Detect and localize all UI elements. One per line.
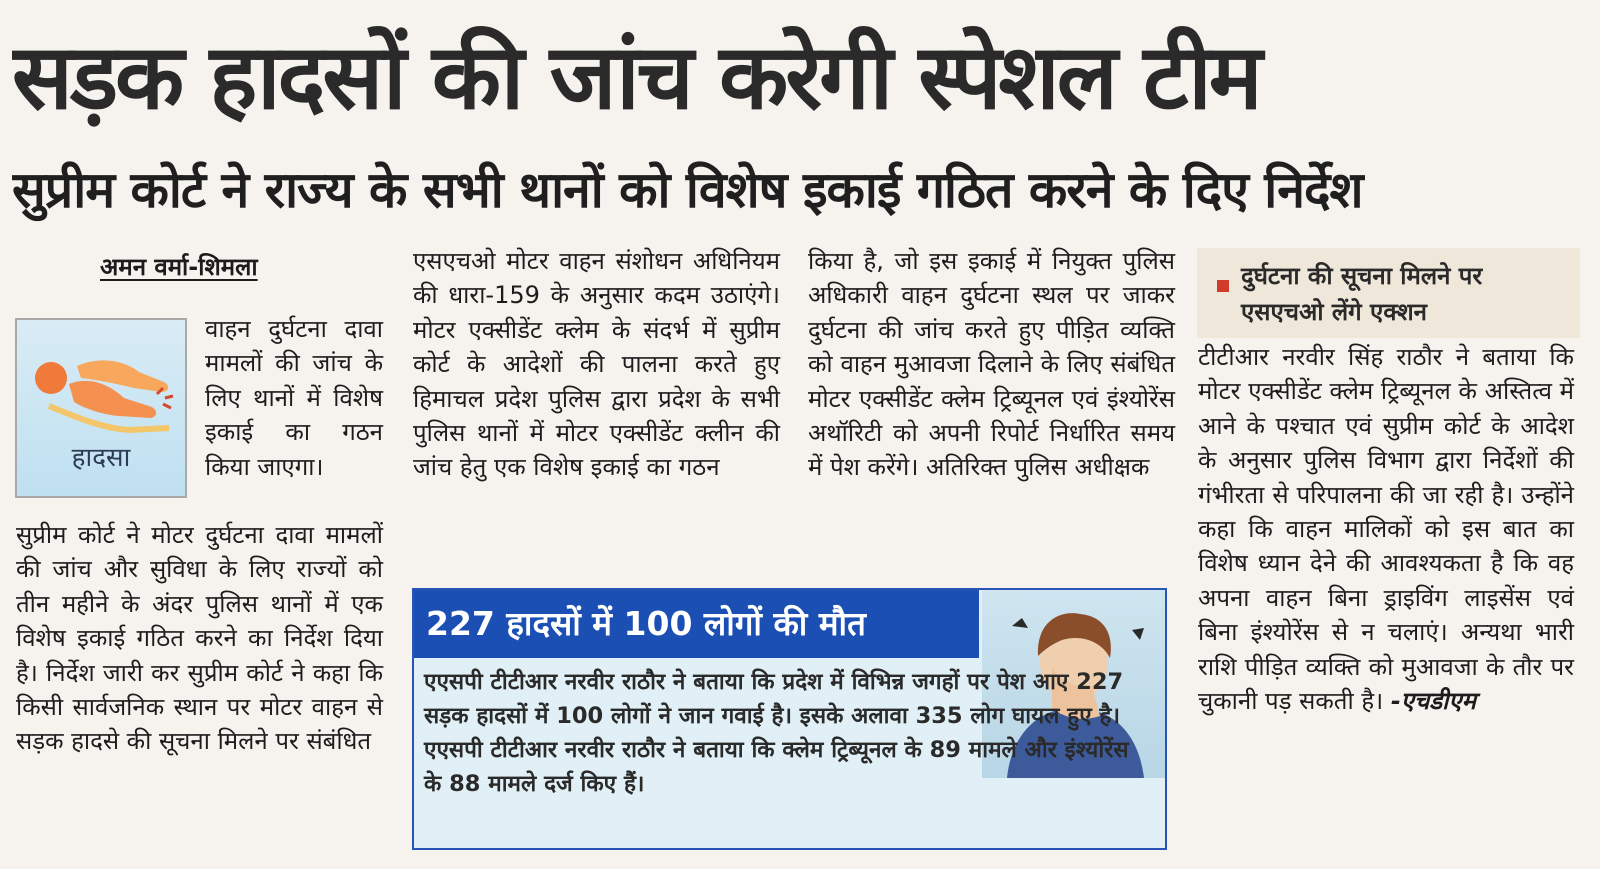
info-box-title: 227 हादसों में 100 लोगों की मौत <box>414 590 979 658</box>
column-2-text: एसएचओ मोटर वाहन संशोधन अधिनियम की धारा-159 के अनुसार कदम उठाएंगे। मोटर एक्सीडेंट क्लेम के संदर्भ में सुप्रीम कोर्ट के आदेशों की पालना करते हुए हिमाचल प्रदेश पुलिस द्वारा प्रदेश के सभी पुलिस थानों में मोटर एक्सीडेंट क्लीन की जांच हेतु एक विशेष इकाई का गठन <box>413 247 780 482</box>
subheadline: सुप्रीम कोर्ट ने राज्य के सभी थानों को विशेष इकाई गठित करने के दिए निर्देश <box>12 161 1363 219</box>
square-bullet-icon <box>1217 280 1229 292</box>
callout-text: दुर्घटना की सूचना मिलने पर एसएचओ लेंगे एक्शन <box>1241 262 1483 326</box>
icon-label: हादसा <box>71 443 131 473</box>
column-1-intro <box>205 312 383 484</box>
column-1-text: सुप्रीम कोर्ट ने मोटर दुर्घटना दावा मामलों की जांच और सुविधा के लिए राज्यों को तीन महीने के अंदर पुलिस थानों में एक विशेष इकाई गठित करने का निर्देश दिया है। निर्देश जारी कर सुप्रीम कोर्ट ने कहा कि किसी सार्वजनिक स्थान पर मोटर वाहन से सड़क हादसे की सूचना मिलने पर संबंधित <box>16 521 383 756</box>
column-4 <box>1198 340 1574 718</box>
sidebar-callout <box>1197 248 1580 338</box>
headline: सड़क हादसों की जांच करेगी स्पेशल टीम <box>12 25 1260 130</box>
column-2 <box>413 244 780 485</box>
column-3-text: किया है, जो इस इकाई में नियुक्त पुलिस अधिकारी वाहन दुर्घटना स्थल पर जाकर दुर्घटना की जांच करते हुए पीड़ित व्यक्ति को वाहन मुआवजा दिलाने के लिए संबंधित मोटर एक्सीडेंट क्लेम ट्रिब्यूनल एवं इंश्योरेंस अथॉरिटी को अपनी रिपोर्ट निर्धारित समय में पेश करेंगे। अतिरिक्त पुलिस अधीक्षक <box>808 247 1175 482</box>
column-4-text <box>1198 340 1574 718</box>
info-box <box>412 588 1167 850</box>
author-credit: -एचडीएम <box>1390 687 1476 716</box>
info-box-body: एएसपी टीटीआर नरवीर राठौर ने बताया कि प्रदेश में विभिन्न जगहों पर पेश आए 227 सड़क हादसों में 100 लोगों ने जान गवाई है। इसके अलावा 335 लोग घायल हुए है। एएसपी टीटीआर नरवीर राठौर ने बताया कि क्लेम ट्रिब्यूनल के 89 मामले और इंश्योरेंस के 88 मामले दर्ज किए हैं। <box>424 669 1129 797</box>
intro-text: वाहन दुर्घटना दावा मामलों की जांच के लिए थानों में विशेष इकाई का गठन किया जाएगा। <box>205 315 383 481</box>
accident-icon <box>29 336 179 446</box>
byline: अमन वर्मा-शिमला <box>100 253 258 281</box>
column-4-body: टीटीआर नरवीर सिंह राठौर ने बताया कि मोटर एक्सीडेंट क्लेम ट्रिब्यूनल के अस्तित्व में आने के पश्चात एवं सुप्रीम कोर्ट के आदेश के अनुसार पुलिस विभाग द्वारा निर्देशों की गंभीरता से परिपालना की जा रही है। उन्होंने कहा कि वाहन मालिकों को इस बात का विशेष ध्यान देने की आवश्यकता है कि वह अपना वाहन बिना ड्राइविंग लाइसेंस एवं बिना इंश्योरेंस से न चलाएं। अन्यथा भारी राशि पीड़ित व्यक्ति को मुआवजा के तौर पर चुकानी पड़ सकती है। <box>1198 343 1574 716</box>
column-1 <box>16 518 383 759</box>
accident-graphic <box>15 318 187 498</box>
column-3 <box>808 244 1175 485</box>
